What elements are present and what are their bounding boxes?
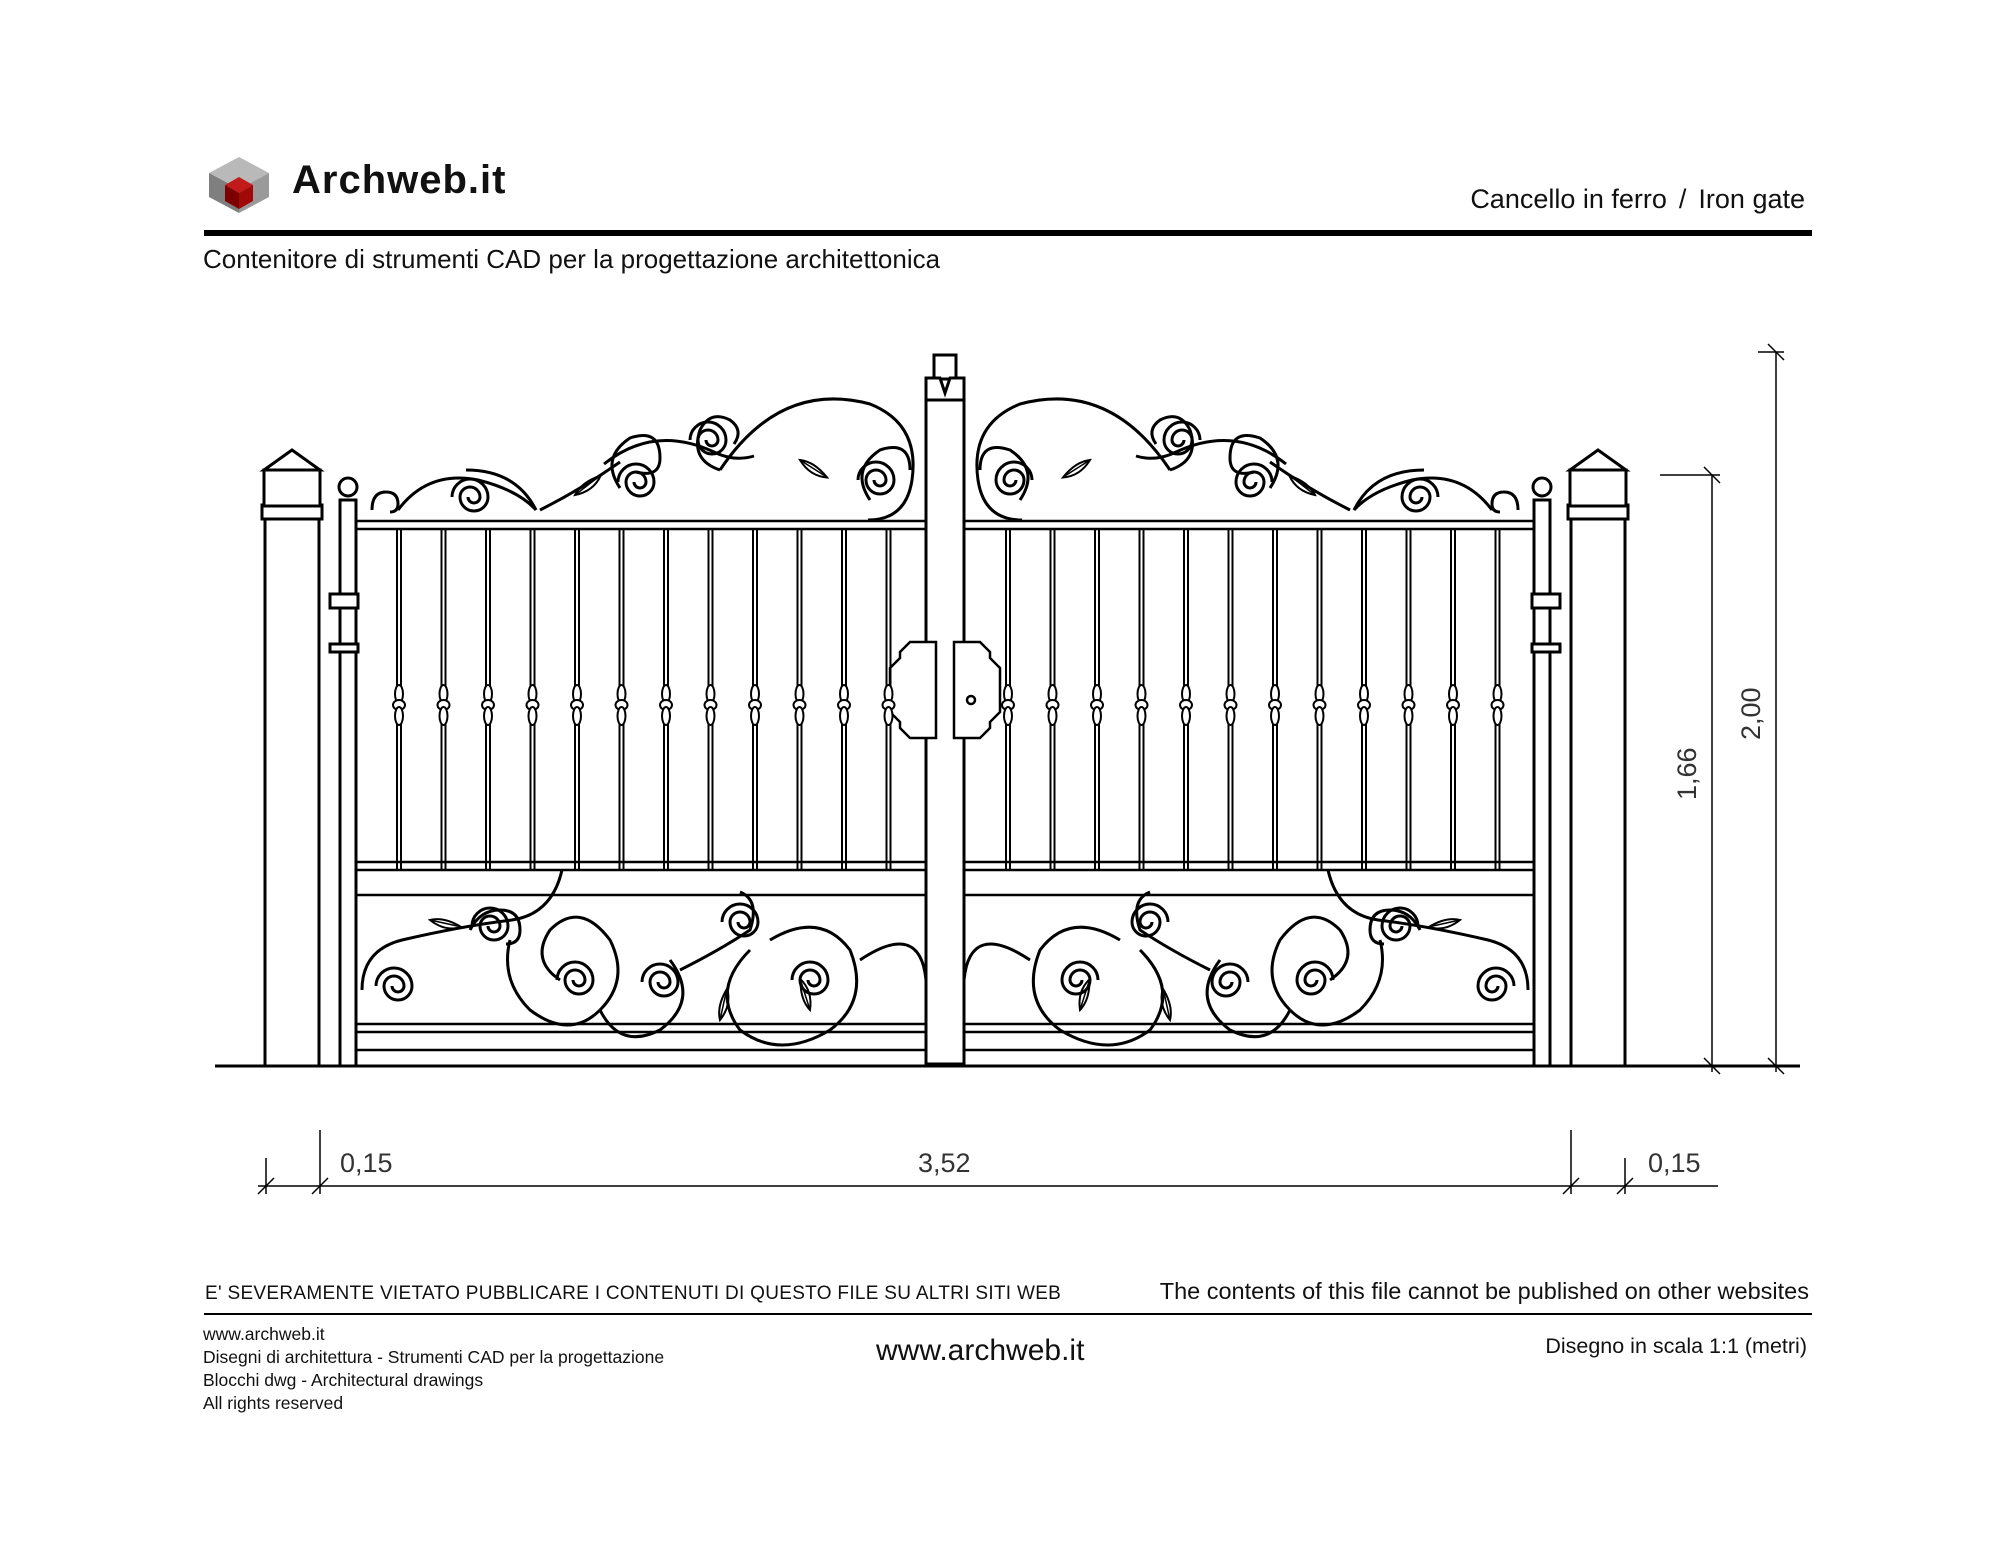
baluster: [527, 529, 539, 869]
top-crest-left: [372, 399, 913, 520]
right-pillar: [1568, 450, 1628, 1066]
top-crest-right: [977, 399, 1518, 520]
baluster: [1492, 529, 1504, 869]
tagline: Contenitore di strumenti CAD per la progettazione architettonica: [203, 244, 941, 274]
left-hinge-post: [330, 478, 358, 1066]
footer-line: Blocchi dwg - Architectural drawings: [203, 1370, 484, 1390]
footer-line: Disegni di architettura - Strumenti CAD per la progettazione: [203, 1347, 665, 1367]
dim-post-left: 0,15: [340, 1148, 393, 1178]
baluster: [1047, 529, 1059, 869]
dim-total-height: 2,00: [1736, 687, 1766, 740]
footer-line: All rights reserved: [203, 1393, 344, 1413]
baluster: [749, 529, 761, 869]
footer-site: www.archweb.it: [876, 1334, 1085, 1367]
baluster: [1269, 529, 1281, 869]
title-separator: /: [1678, 184, 1687, 214]
footer-rule: [204, 1313, 1812, 1315]
baluster: [838, 529, 850, 869]
dim-gate-height: 1,66: [1672, 747, 1702, 800]
dim-post-right: 0,15: [1648, 1148, 1701, 1178]
baluster: [616, 529, 628, 869]
baluster: [1358, 529, 1370, 869]
baluster: [482, 529, 494, 869]
warning-italian: E' SEVERAMENTE VIETATO PUBBLICARE I CONTENUTI DI QUESTO FILE SU ALTRI SITI WEB: [205, 1283, 1062, 1304]
dim-gate-width: 3,52: [918, 1148, 971, 1178]
baluster: [705, 529, 717, 869]
brand-name: Archweb.it: [292, 158, 507, 202]
baluster: [571, 529, 583, 869]
title-english: Iron gate: [1698, 184, 1805, 214]
baluster: [1002, 529, 1014, 869]
baluster: [1447, 529, 1459, 869]
title-italian: Cancello in ferro: [1470, 184, 1667, 214]
baluster: [1136, 529, 1148, 869]
baluster: [393, 529, 405, 869]
baluster: [660, 529, 672, 869]
left-pillar: [262, 450, 322, 1066]
baluster: [1403, 529, 1415, 869]
scale-note: Disegno in scala 1:1 (metri): [1545, 1334, 1807, 1358]
baluster: [1091, 529, 1103, 869]
footer-line: www.archweb.it: [203, 1324, 325, 1344]
footer-credits: [203, 1323, 664, 1415]
baluster: [794, 529, 806, 869]
right-hinge-post: [1532, 478, 1560, 1066]
baluster: [438, 529, 450, 869]
baluster: [883, 529, 895, 869]
baluster: [1314, 529, 1326, 869]
warning-english: The contents of this file cannot be published on other websites: [1159, 1278, 1809, 1304]
baluster: [1225, 529, 1237, 869]
baluster: [1180, 529, 1192, 869]
